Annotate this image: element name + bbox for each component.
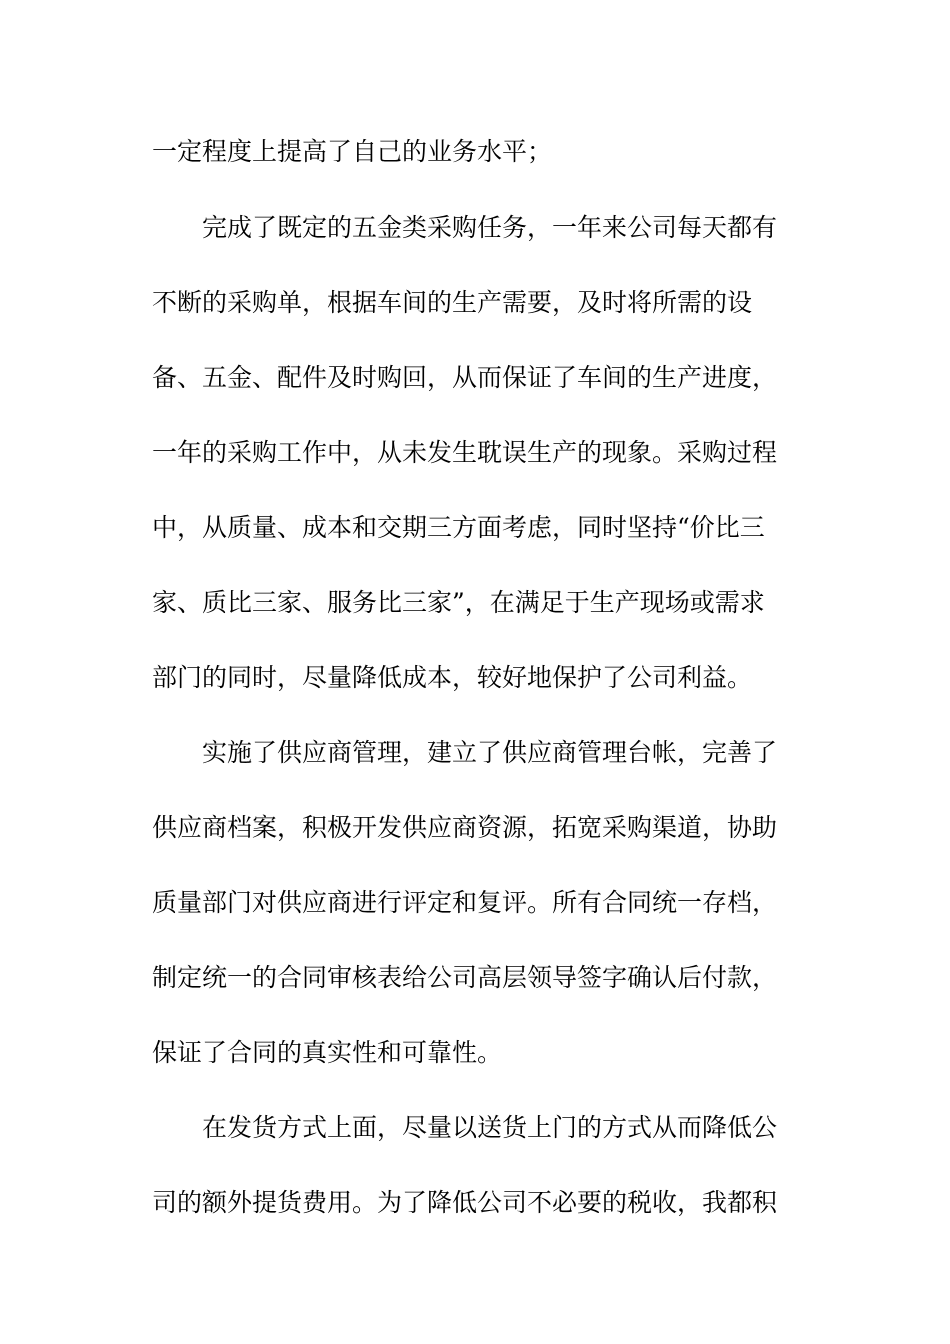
text-line-5: 一年的采购工作中，从未发生耽误生产的现象。采购过程	[152, 438, 778, 467]
text-line-13: 保证了合同的真实性和可靠性。	[152, 1038, 503, 1067]
text-line-15: 司的额外提货费用。为了降低公司不必要的税收，我都积	[152, 1188, 778, 1217]
text-line-3: 不断的采购单，根据车间的生产需要，及时将所需的设	[152, 288, 753, 317]
text-line-4: 备、五金、配件及时购回，从而保证了车间的生产进度，	[152, 363, 778, 392]
text-line-14: 在发货方式上面，尽量以送货上门的方式从而降低公	[202, 1113, 778, 1142]
text-line-8: 部门的同时，尽量降低成本，较好地保护了公司利益。	[152, 663, 753, 692]
text-line-9: 实施了供应商管理，建立了供应商管理台帐，完善了	[202, 738, 778, 767]
text-line-11: 质量部门对供应商进行评定和复评。所有合同统一存档，	[152, 888, 778, 917]
text-line-2: 完成了既定的五金类采购任务，一年来公司每天都有	[202, 213, 778, 242]
text-line-6: 中，从质量、成本和交期三方面考虑，同时坚持“价比三	[152, 513, 765, 542]
text-line-12: 制定统一的合同审核表给公司高层领导签字确认后付款，	[152, 963, 778, 992]
text-line-10: 供应商档案，积极开发供应商资源，拓宽采购渠道，协助	[152, 813, 778, 842]
text-line-7: 家、质比三家、服务比三家”，在满足于生产现场或需求	[152, 588, 765, 617]
text-line-1: 一定程度上提高了自己的业务水平；	[152, 137, 553, 166]
